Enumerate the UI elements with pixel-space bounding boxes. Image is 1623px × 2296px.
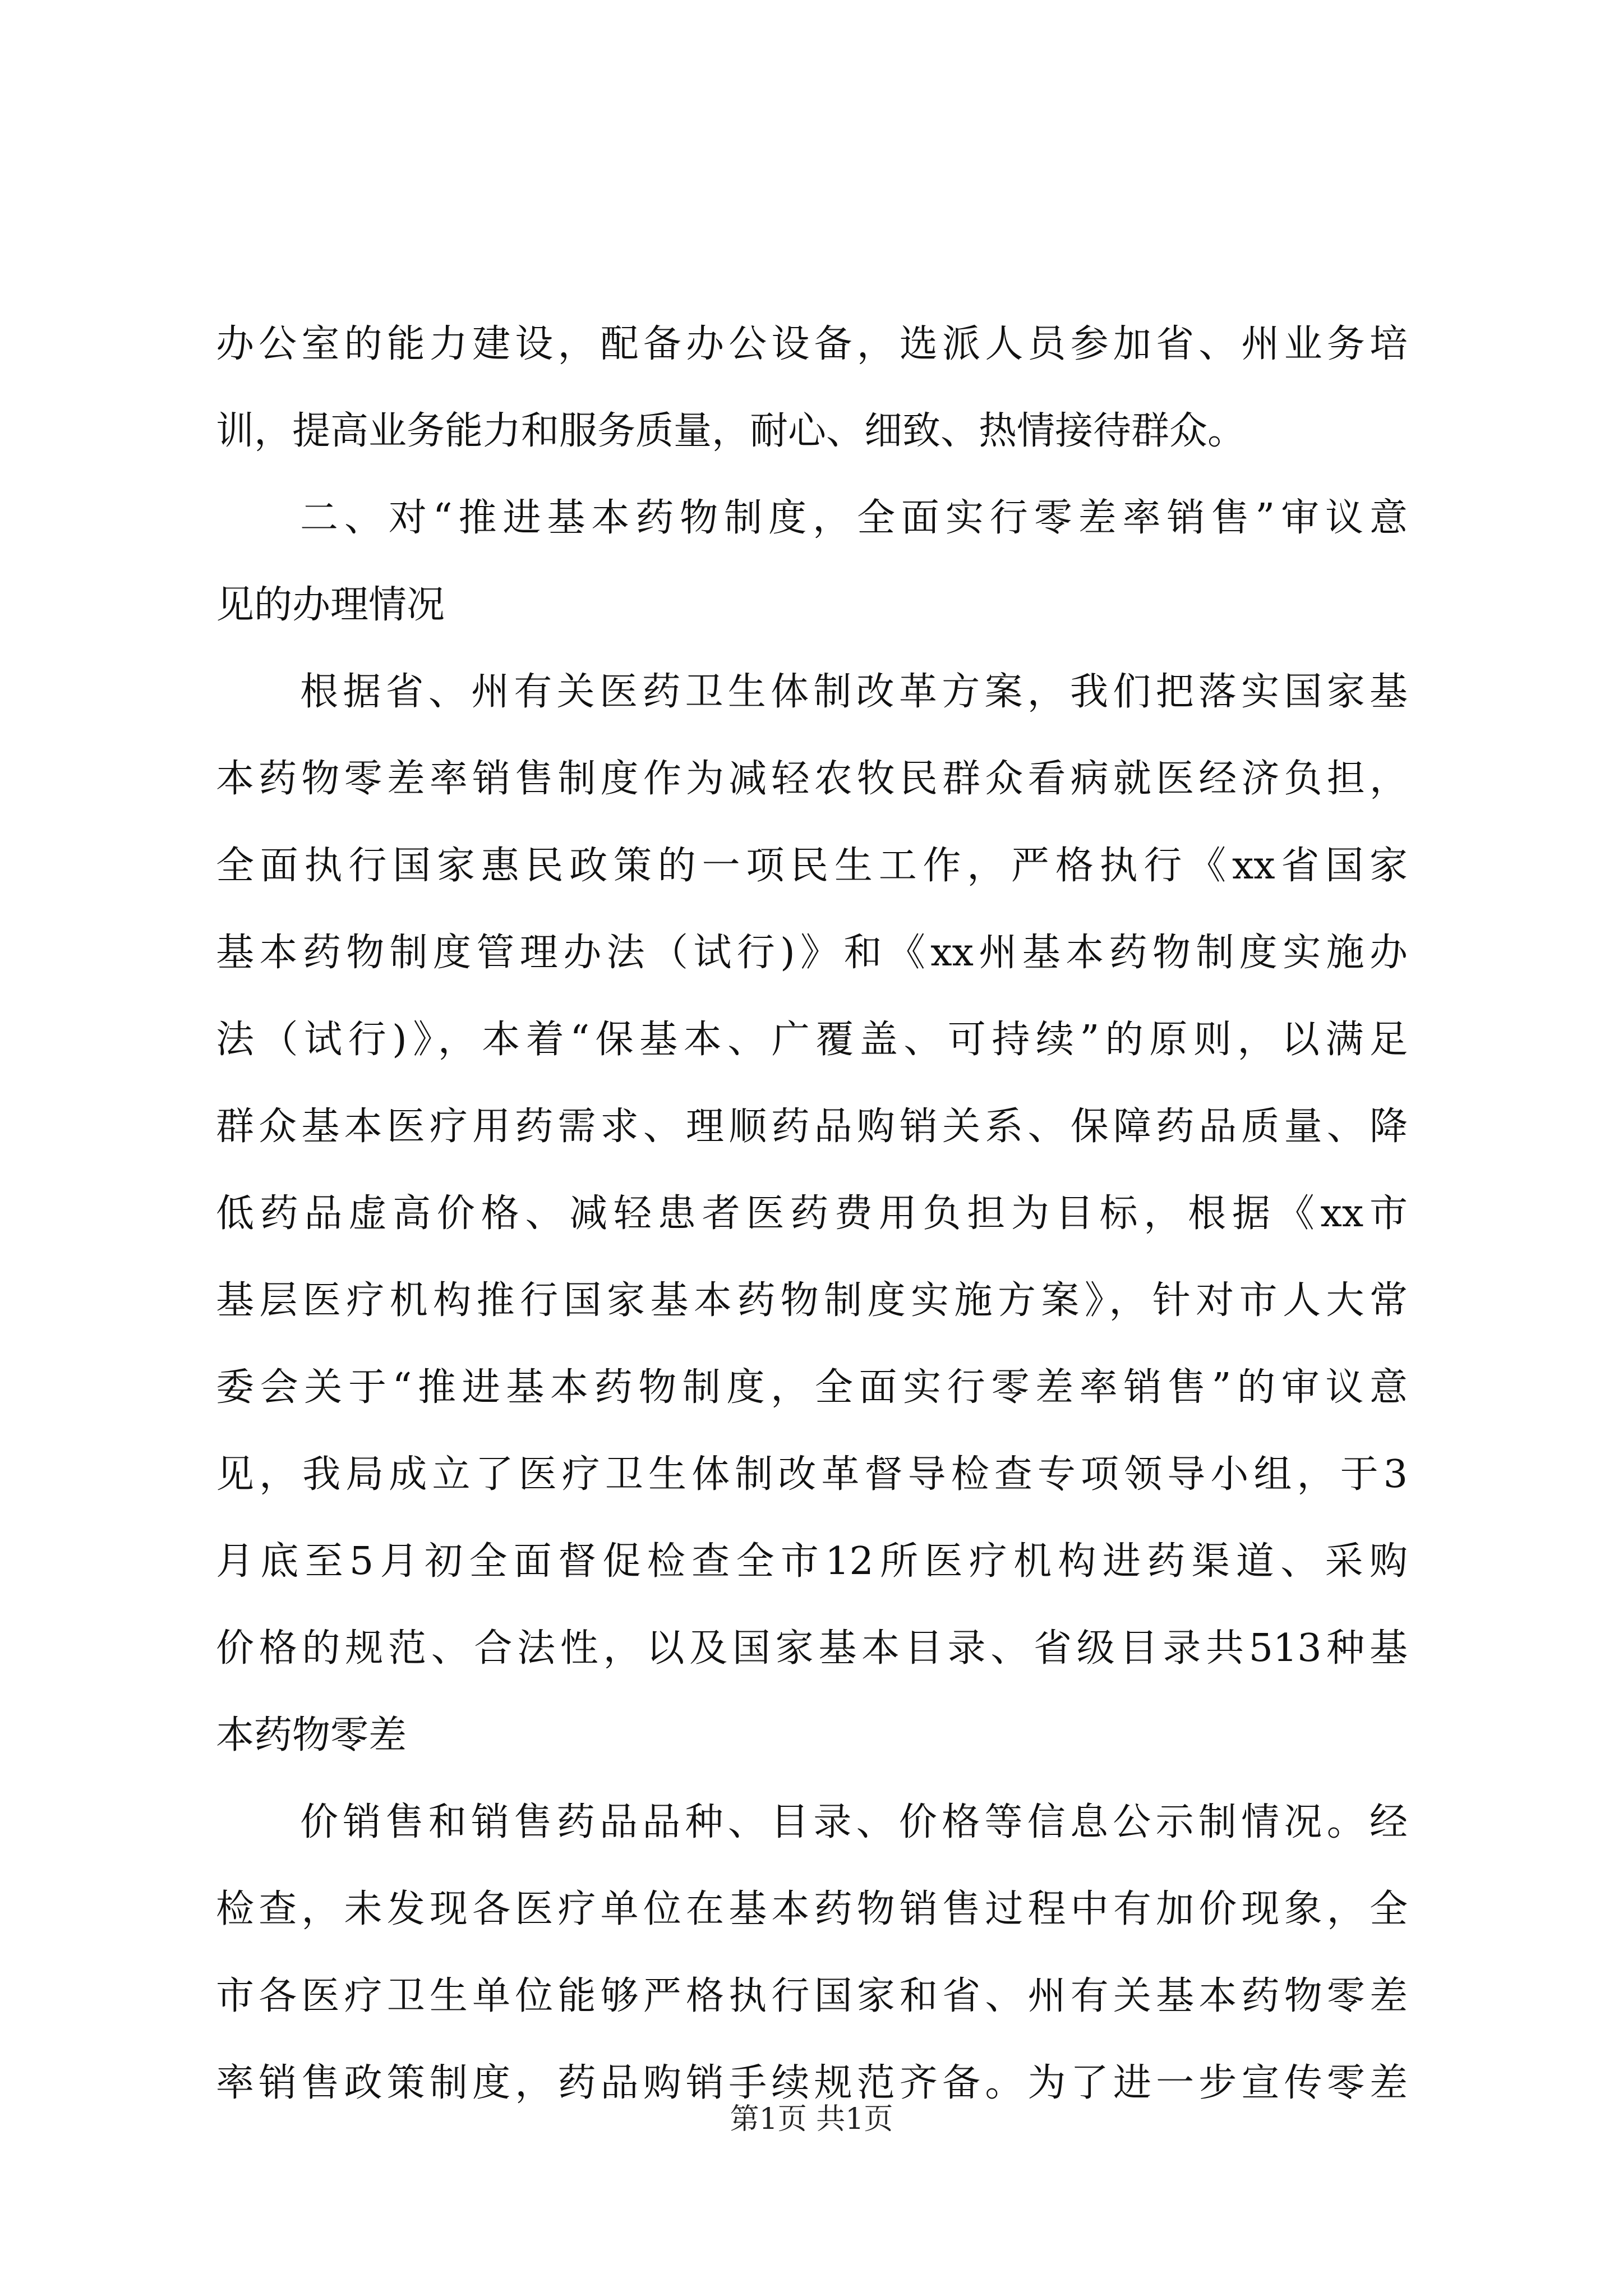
text-line: 根据省、州有关医药卫生体制改革方案，我们把落实国家基 <box>300 670 1408 714</box>
section-heading-line: 见的办理情况 <box>216 583 445 627</box>
text-line: 价销售和销售药品品种、目录、价格等信息公示制情况。经 <box>300 1800 1408 1844</box>
text-line: 月底至5月初全面督促检查全市12所医疗机构进药渠道、采购 <box>216 1539 1408 1584</box>
text-line: 基层医疗机构推行国家基本药物制度实施方案》，针对市人大常 <box>216 1278 1408 1323</box>
text-line: 价格的规范、合法性，以及国家基本目录、省级目录共513种基 <box>216 1626 1408 1671</box>
page-number-label: 第1页 共1页 <box>730 2102 893 2136</box>
text-line: 法（试行)》，本着“保基本、广覆盖、可持续”的原则，以满足 <box>216 1018 1408 1062</box>
text-line: 见，我局成立了医疗卫生体制改革督导检查专项领导小组，于3 <box>216 1452 1408 1497</box>
text-line: 基本药物制度管理办法（试行)》和《xx州基本药物制度实施办 <box>216 931 1408 975</box>
page-footer <box>0 2097 1623 2142</box>
text-line: 本药物零差 <box>216 1713 407 1757</box>
text-line: 市各医疗卫生单位能够严格执行国家和省、州有关基本药物零差 <box>216 1974 1408 2018</box>
text-line: 低药品虚高价格、减轻患者医药费用负担为目标，根据《xx市 <box>216 1191 1408 1236</box>
text-line: 办公室的能力建设，配备办公设备，选派人员参加省、州业务培 <box>216 322 1408 366</box>
text-line: 训，提高业务能力和服务质量，耐心、细致、热情接待群众。 <box>216 409 1246 453</box>
document-body <box>216 301 1408 2127</box>
text-line: 本药物零差率销售制度作为减轻农牧民群众看病就医经济负担， <box>216 757 1408 801</box>
text-line: 率销售政策制度，药品购销手续规范齐备。为了进一步宣传零差 <box>216 2061 1408 2105</box>
text-line: 全面执行国家惠民政策的一项民生工作，严格执行《xx省国家 <box>216 844 1408 888</box>
text-line: 检查，未发现各医疗单位在基本药物销售过程中有加价现象，全 <box>216 1887 1408 1931</box>
text-line: 群众基本医疗用药需求、理顺药品购销关系、保障药品质量、降 <box>216 1105 1408 1149</box>
section-heading-line: 二、对“推进基本药物制度，全面实行零差率销售”审议意 <box>300 496 1408 540</box>
text-line: 委会关于“推进基本药物制度，全面实行零差率销售”的审议意 <box>216 1365 1408 1410</box>
